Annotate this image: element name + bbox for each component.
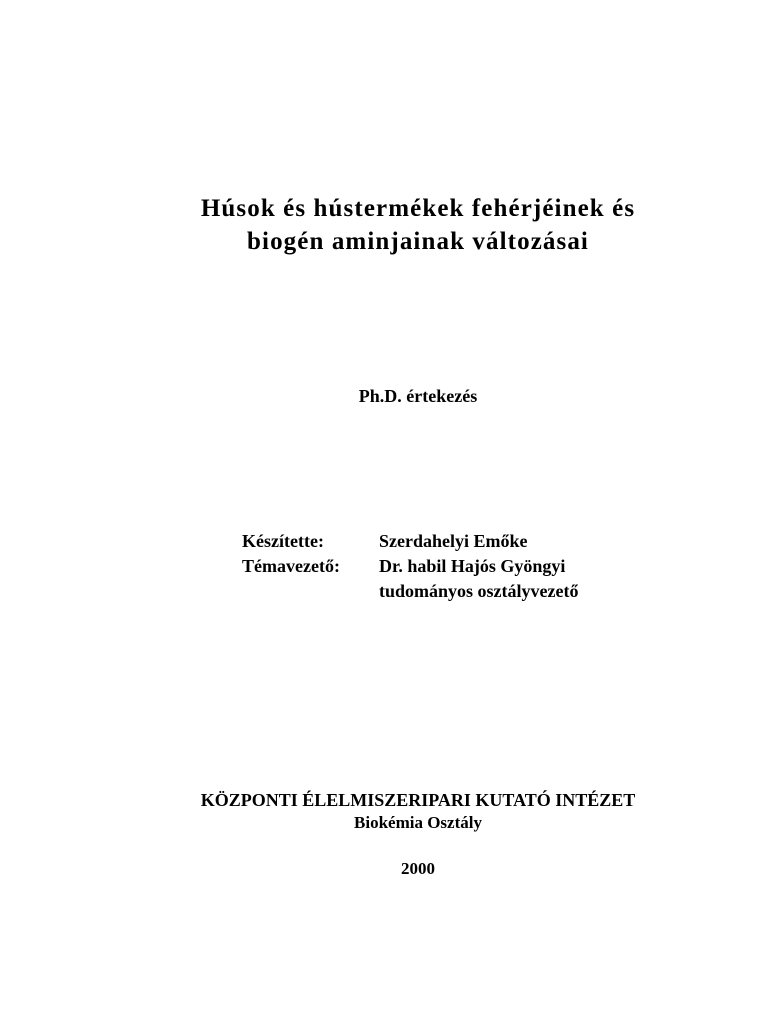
author-name: Szerdahelyi Emőke <box>379 531 528 551</box>
supervisor-position-row <box>242 579 578 604</box>
supervisor-name: Dr. habil Hajós Gyöngyi <box>379 556 566 576</box>
author-row <box>242 529 578 554</box>
author-label: Készítette: <box>242 531 324 551</box>
spacer <box>242 579 379 604</box>
institute-name: KÖZPONTI ÉLELMISZERIPARI KUTATÓ INTÉZET <box>200 790 636 810</box>
document-title-line-1: Húsok és hústermékek fehérjéinek és <box>200 195 636 222</box>
document-title-line-2: biogén aminjainak változásai <box>247 228 589 255</box>
supervisor-row <box>242 554 578 579</box>
document-type: Ph.D. értekezés <box>358 386 478 406</box>
publication-year: 2000 <box>401 859 435 878</box>
credits-block <box>242 529 578 604</box>
supervisor-position: tudományos osztályvezető <box>379 581 579 601</box>
supervisor-label: Témavezető: <box>242 556 340 576</box>
document-title <box>0 192 768 258</box>
department-name: Biokémia Osztály <box>354 813 482 832</box>
